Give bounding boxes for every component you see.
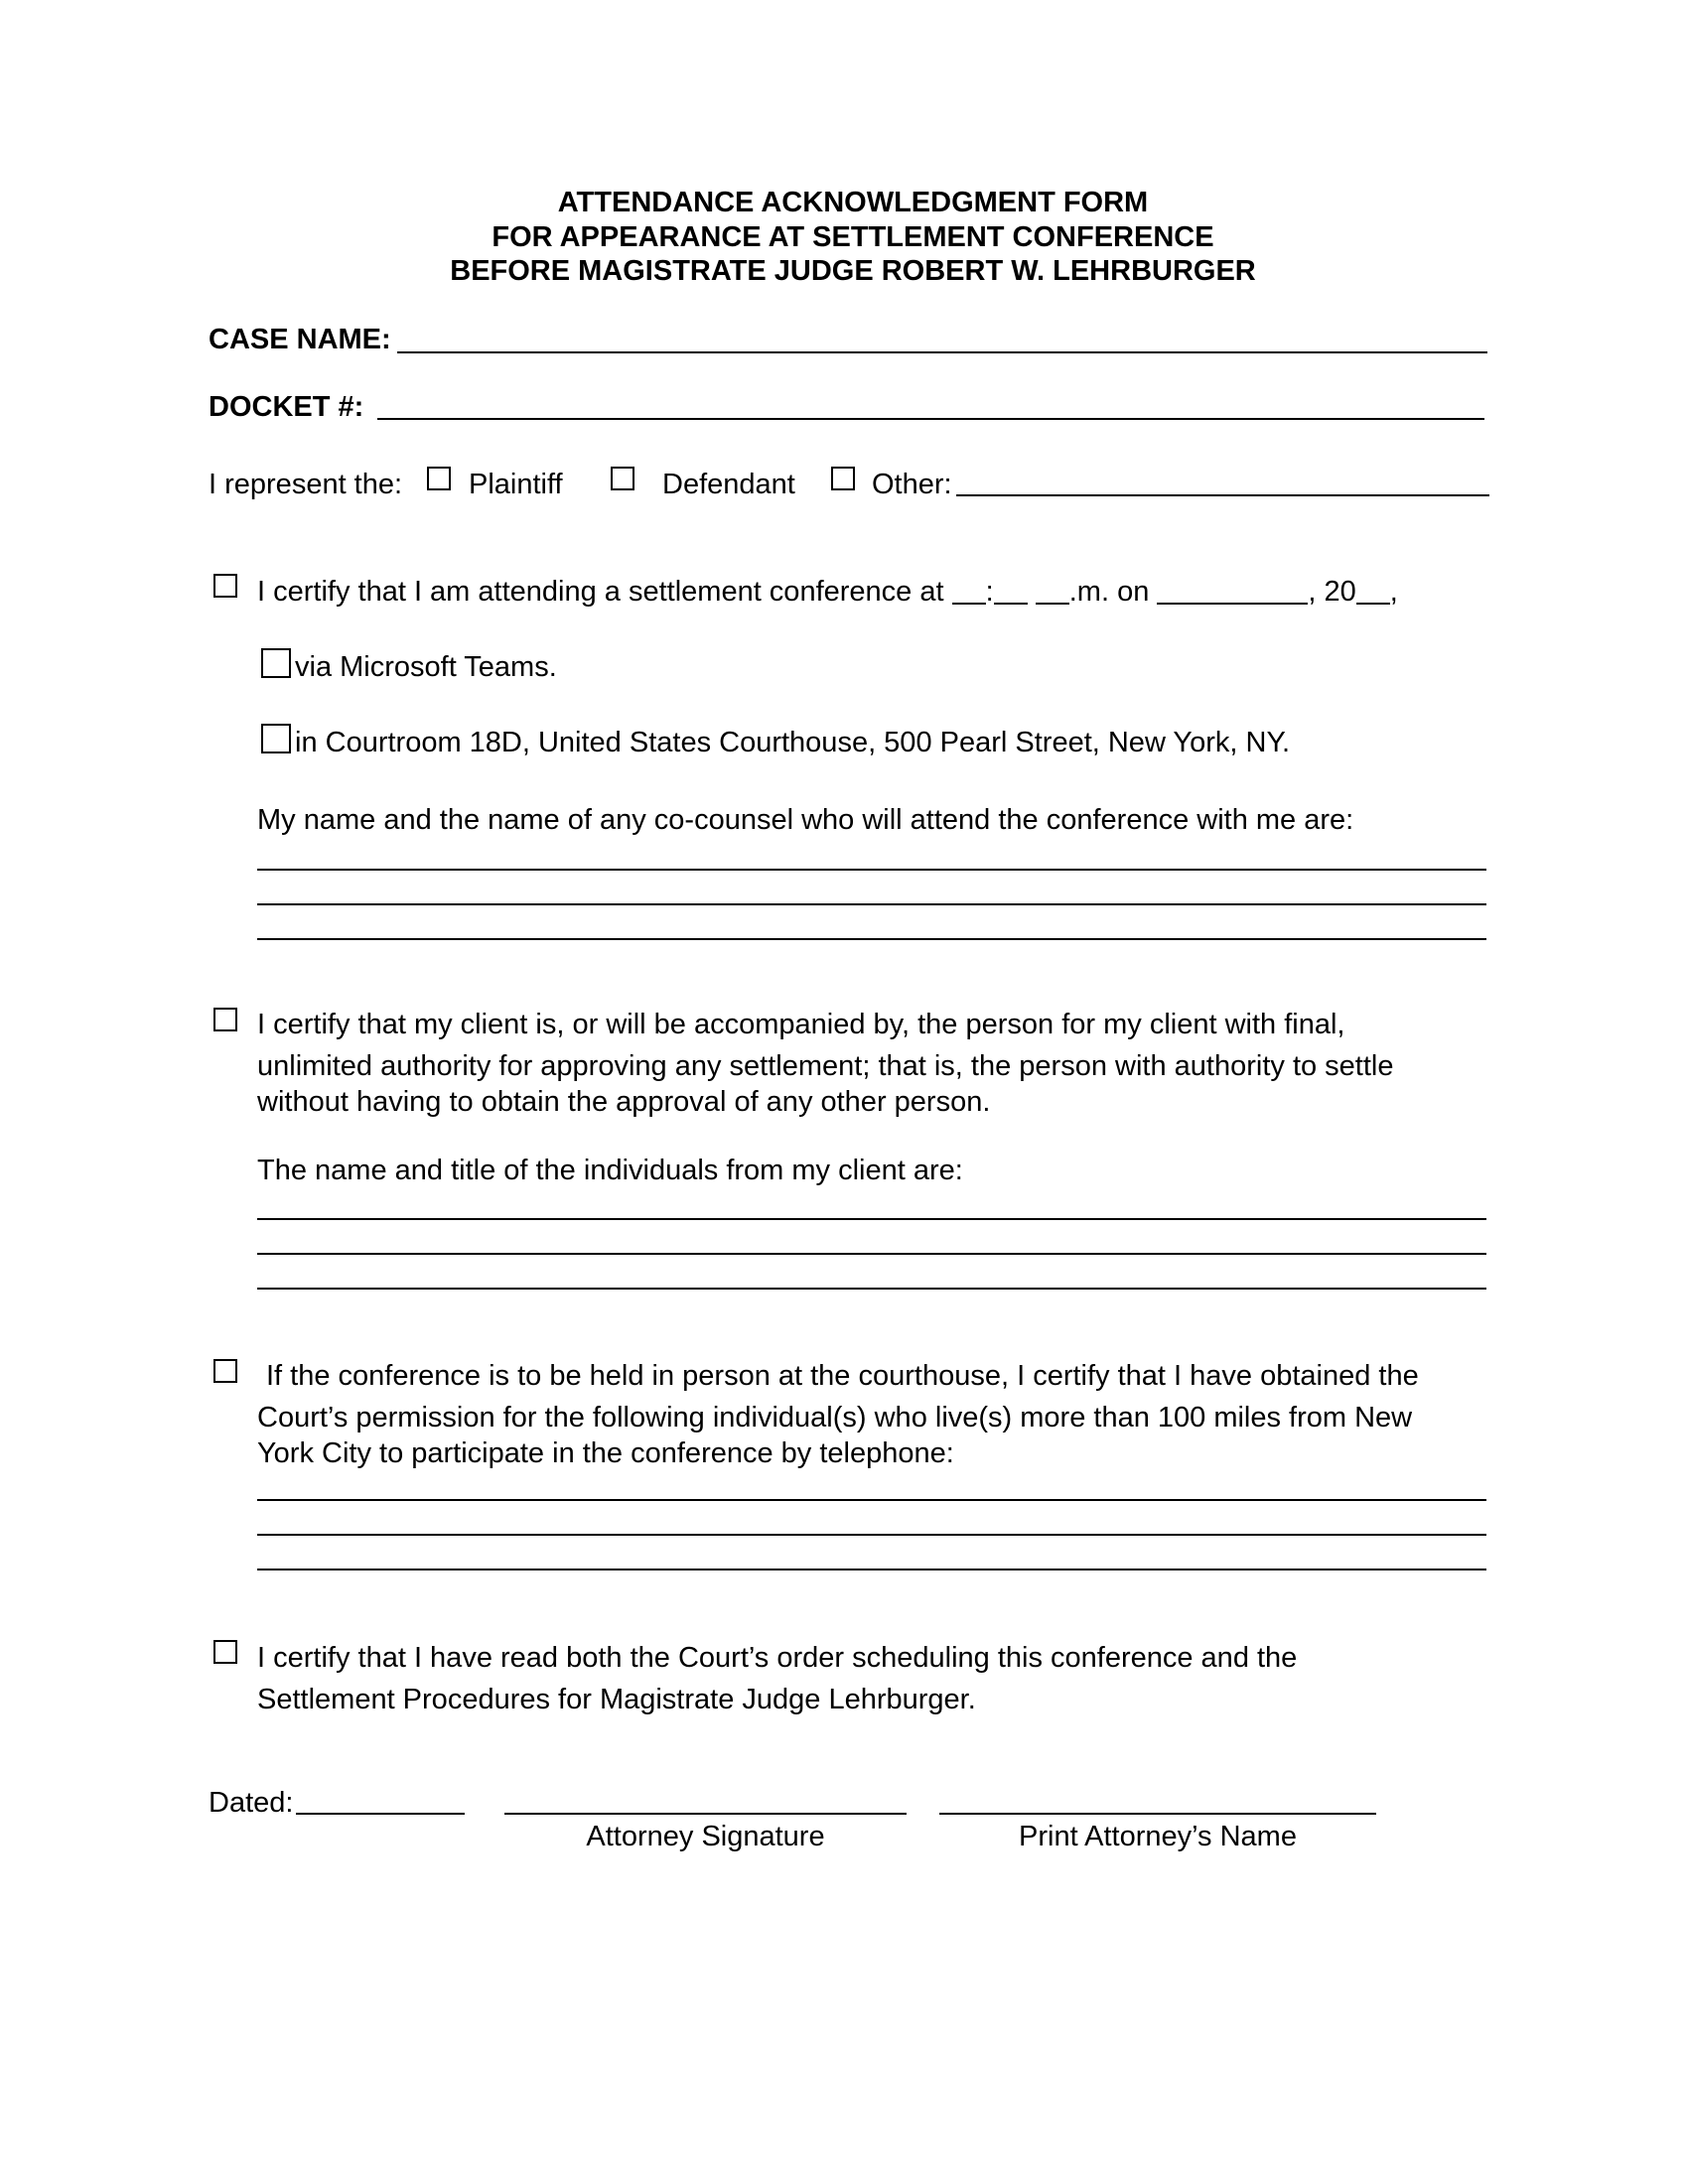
telephone-text-line-2: Court’s permission for the following individual(s) who live(s) more than 100 miles from New xyxy=(257,1402,1413,1433)
teams-checkbox[interactable] xyxy=(261,648,291,678)
authority-text-line-1: I certify that my client is, or will be accompanied by, the person for my client with final, xyxy=(257,1009,1345,1040)
ampm-blank[interactable] xyxy=(1036,579,1069,605)
dated-field[interactable] xyxy=(296,1813,465,1815)
attorney-name-field[interactable] xyxy=(939,1813,1376,1815)
procedures-text-line-1: I certify that I have read both the Court’s order scheduling this conference and the xyxy=(257,1642,1298,1674)
plaintiff-checkbox[interactable] xyxy=(427,467,451,490)
hour-blank[interactable] xyxy=(952,579,986,605)
client-individuals-line-3[interactable] xyxy=(257,1288,1486,1290)
year-blank[interactable] xyxy=(1356,579,1390,605)
other-checkbox[interactable] xyxy=(831,467,855,490)
attendance-text-b: .m. on xyxy=(1068,576,1150,608)
attendance-statement xyxy=(257,576,1398,609)
co-counsel-prompt: My name and the name of any co-counsel who will attend the conference with me are: xyxy=(257,804,1354,836)
procedures-read-checkbox[interactable] xyxy=(213,1640,237,1664)
co-counsel-line-3[interactable] xyxy=(257,938,1486,940)
case-name-field[interactable] xyxy=(397,351,1487,353)
co-counsel-line-1[interactable] xyxy=(257,869,1486,871)
docket-label: DOCKET #: xyxy=(209,391,364,423)
attendance-text-c: , 20 xyxy=(1308,576,1356,608)
telephone-line-3[interactable] xyxy=(257,1569,1486,1570)
attendance-text-d: , xyxy=(1389,576,1398,608)
authority-checkbox[interactable] xyxy=(213,1008,237,1031)
docket-field[interactable] xyxy=(377,418,1484,420)
attorney-signature-label: Attorney Signature xyxy=(586,1821,825,1852)
plaintiff-label: Plaintiff xyxy=(469,469,563,500)
case-name-label: CASE NAME: xyxy=(209,324,391,355)
telephone-text-line-1: If the conference is to be held in person at the courthouse, I certify that I have obtained the xyxy=(266,1360,1419,1392)
print-attorney-name-label: Print Attorney’s Name xyxy=(1019,1821,1297,1852)
time-colon: : xyxy=(985,576,994,608)
telephone-text-line-3: York City to participate in the conference by telephone: xyxy=(257,1437,954,1469)
courtroom-checkbox[interactable] xyxy=(261,724,291,753)
telephone-line-1[interactable] xyxy=(257,1499,1486,1501)
other-label: Other: xyxy=(872,469,952,500)
authority-text-line-2: unlimited authority for approving any settlement; that is, the person with authority to settle xyxy=(257,1050,1394,1082)
client-individuals-line-1[interactable] xyxy=(257,1218,1486,1220)
minute-blank[interactable] xyxy=(994,579,1028,605)
attendance-checkbox[interactable] xyxy=(213,574,237,598)
teams-option-label: via Microsoft Teams. xyxy=(295,651,557,683)
courtroom-option-label: in Courtroom 18D, United States Courthouse, 500 Pearl Street, New York, NY. xyxy=(295,727,1291,758)
procedures-text-line-2: Settlement Procedures for Magistrate Judge Lehrburger. xyxy=(257,1684,976,1715)
dated-label: Dated: xyxy=(209,1787,294,1819)
defendant-checkbox[interactable] xyxy=(611,467,634,490)
telephone-line-2[interactable] xyxy=(257,1534,1486,1536)
form-title-line-2: FOR APPEARANCE AT SETTLEMENT CONFERENCE xyxy=(492,221,1214,253)
date-blank[interactable] xyxy=(1157,579,1308,605)
form-title-line-1: ATTENDANCE ACKNOWLEDGMENT FORM xyxy=(557,187,1149,218)
attorney-signature-field[interactable] xyxy=(504,1813,907,1815)
client-individuals-line-2[interactable] xyxy=(257,1253,1486,1255)
attendance-text-a: I certify that I am attending a settlement conference at xyxy=(257,576,944,608)
client-individuals-prompt: The name and title of the individuals from my client are: xyxy=(257,1155,963,1186)
represent-label: I represent the: xyxy=(209,469,403,500)
defendant-label: Defendant xyxy=(662,469,795,500)
authority-text-line-3: without having to obtain the approval of any other person. xyxy=(257,1086,991,1118)
form-title-line-3: BEFORE MAGISTRATE JUDGE ROBERT W. LEHRBURGER xyxy=(450,255,1256,287)
co-counsel-line-2[interactable] xyxy=(257,903,1486,905)
other-field[interactable] xyxy=(956,494,1489,496)
telephone-permission-checkbox[interactable] xyxy=(213,1359,237,1383)
